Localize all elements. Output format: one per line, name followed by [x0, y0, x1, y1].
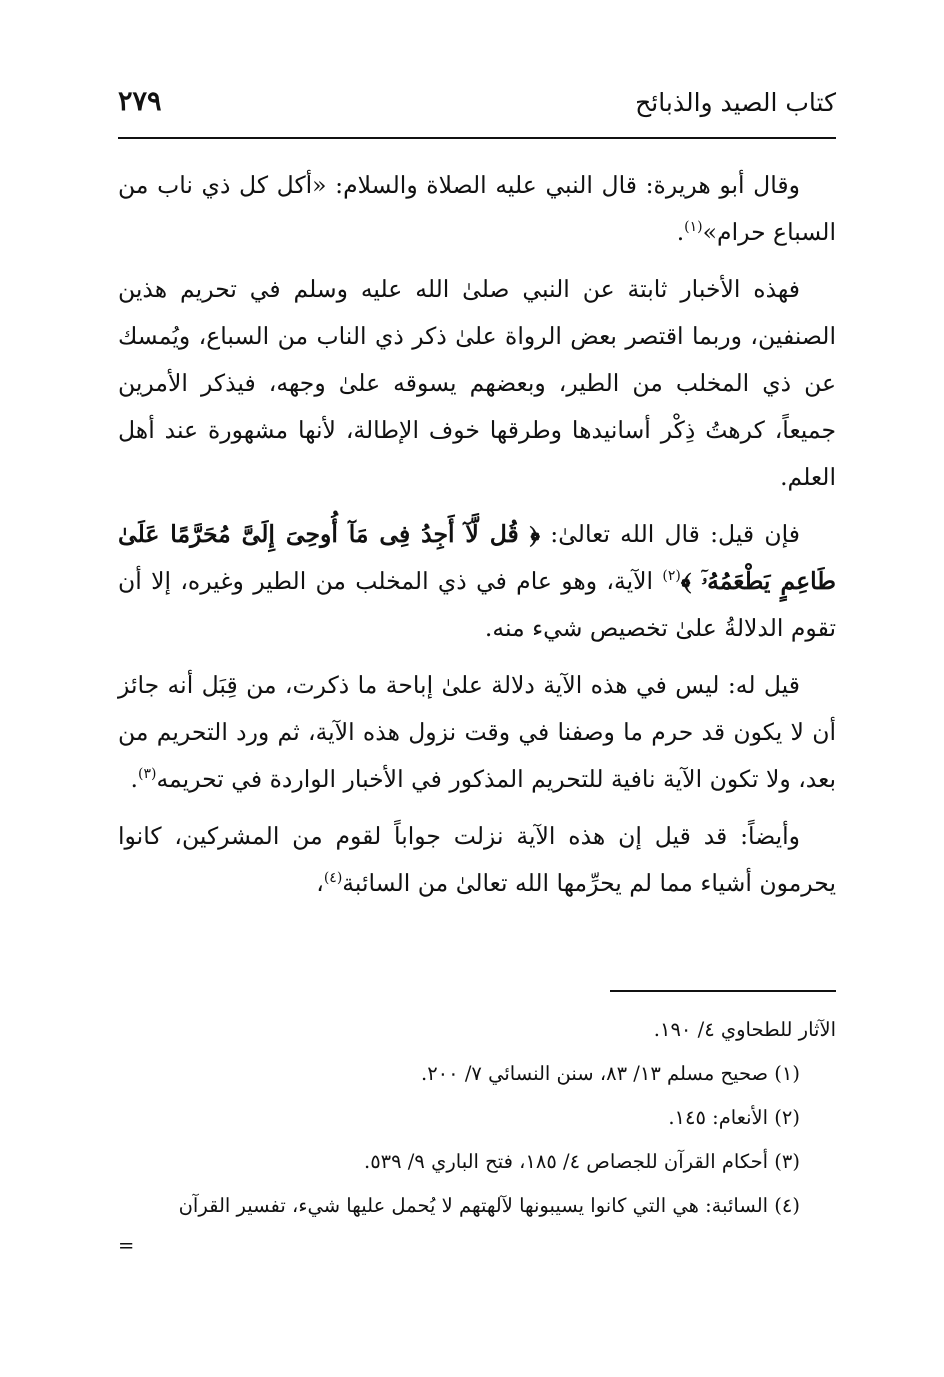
- header-divider: [118, 137, 836, 139]
- paragraph-text: وقال أبو هريرة: قال النبي عليه الصلاة والسلام: «أكل كل ذي ناب من السباع حرام»: [118, 171, 836, 246]
- footnote-3: (٣) أحكام القرآن للجصاص ٤/ ١٨٥، فتح الباري ٩/ ٥٣٩.: [363, 1150, 800, 1173]
- footnote-continuation-mark: =: [118, 1234, 135, 1257]
- footnote-divider: [610, 990, 836, 992]
- paragraph-text: وأيضاً: قد قيل إن هذه الآية نزلت جواباً لقوم من المشركين، كانوا يحرمون أشياء مما لم يحرِّمها الله تعالىٰ من السائبة: [118, 822, 836, 897]
- paragraph-text: قيل له: ليس في هذه الآية دلالة علىٰ إباحة ما ذكرت، من قِبَل أنه جائز أن لا يكون قد حرم ما وصفنا في وقت نزول هذه الآية، ثم ورد التحريم من بعد، ولا تكون الآية نافية للتحريم المذكور في الأخبار الواردة في تحريمه: [118, 671, 836, 793]
- paragraph-text: فهذه الأخبار ثابتة عن النبي صلىٰ الله عليه وسلم في تحريم هذين الصنفين، وربما اقتصر بعض الرواة علىٰ ذكر ذي الناب من السباع، ويُمسك عن ذي المخلب من الطير، وبعضهم يسوقه علىٰ وجهه، فيذكر الأمرين جميعاً، كرهتُ ذِكْر أسانيدها وطرقها خوف الإطالة، لأنها مشهورة عند أهل العلم.: [118, 275, 836, 491]
- paragraph-also: [118, 813, 836, 907]
- quran-verse: ﴿ قُل لَّآ أَجِدُ فِى مَآ أُوحِىَ إِلَىَّ مُحَرَّمًا عَلَىٰ طَاعِمٍ يَطْعَمُهُۥٓ ﴾: [118, 520, 837, 595]
- page-header: [118, 86, 836, 136]
- footnote-1: (١) صحيح مسلم ١٣/ ٨٣، سنن النسائي ٧/ ٢٠٠.: [421, 1062, 800, 1085]
- paragraph-tail: .: [130, 765, 138, 793]
- running-title: كتاب الصيد والذبائح: [635, 88, 836, 117]
- paragraph-objection: [118, 511, 836, 652]
- footnote-4: (٤) السائبة: هي التي كانوا يسيبونها لآلهتهم لا يُحمل عليها شيء، تفسير القرآن: [178, 1194, 800, 1217]
- paragraph-tail: الآية، وهو عام في ذي المخلب من الطير وغيره، إلا أن تقوم الدلالةُ علىٰ تخصيص شيء منه.: [118, 567, 836, 642]
- footnote-carryover: الآثار للطحاوي ٤/ ١٩٠.: [653, 1018, 836, 1041]
- page-number: ٢٧٩: [118, 86, 162, 117]
- footnotes: [118, 1008, 836, 1264]
- paragraph-reply: [118, 662, 836, 803]
- footnote-ref: (٣): [137, 766, 157, 783]
- paragraph-hadith-reports: [118, 266, 836, 501]
- footnote-ref: (٢): [662, 568, 681, 585]
- paragraph-lead: فإن قيل: قال الله تعالىٰ:: [540, 520, 800, 548]
- paragraph-tail: ،: [316, 869, 324, 897]
- footnote-2: (٢) الأنعام: ١٤٥.: [668, 1106, 800, 1129]
- footnote-ref: (٤): [323, 870, 343, 887]
- footnote-ref: (١): [684, 219, 703, 236]
- main-text: [118, 162, 836, 907]
- paragraph-tail: .: [676, 218, 685, 246]
- paragraph-abu-hurayra: [118, 162, 836, 256]
